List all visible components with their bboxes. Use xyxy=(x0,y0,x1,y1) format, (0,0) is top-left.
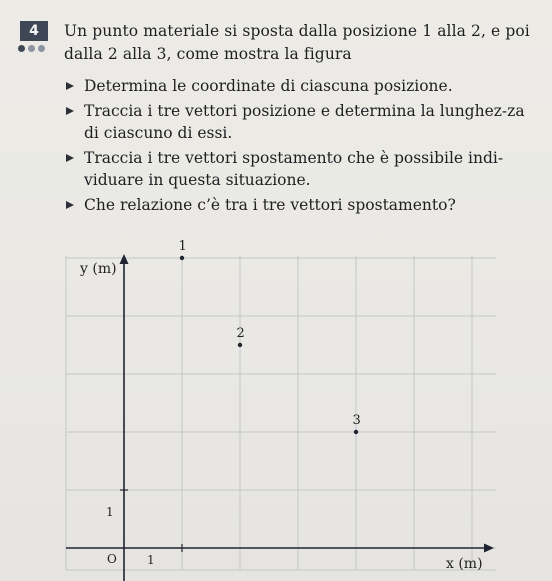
point-label: 2 xyxy=(236,326,245,341)
x-tick-label: 1 xyxy=(147,553,155,567)
point-marker xyxy=(238,343,242,347)
axes xyxy=(66,254,494,581)
exercise-intro: Un punto materiale si sposta dalla posizione 1 alla 2, e poi dalla 2 alla 3, come mostra la figura xyxy=(64,22,530,63)
exercise-number-badge: 4 xyxy=(20,21,48,41)
grid-lines xyxy=(66,256,496,570)
origin-label: O xyxy=(107,552,117,566)
x-axis-arrow-icon xyxy=(484,544,494,553)
position-point-2 xyxy=(237,326,245,347)
point-label: 1 xyxy=(178,239,187,254)
point-marker xyxy=(354,430,358,434)
y-tick-label: 1 xyxy=(106,505,114,519)
position-point-1 xyxy=(179,239,187,260)
task-text: Traccia i tre vettori spostamento che è possibile indi-viduare in questa situazione. xyxy=(84,149,504,189)
point-label: 3 xyxy=(352,413,361,428)
y-axis-arrow-icon xyxy=(120,254,129,264)
point-marker xyxy=(180,256,184,260)
task-text: Che relazione c’è tra i tre vettori spostamento? xyxy=(84,196,456,214)
task-text: Determina le coordinate di ciascuna posizione. xyxy=(84,77,453,95)
task-text: Traccia i tre vettori posizione e determina la lunghez-za di ciascuno di essi. xyxy=(84,102,525,142)
y-axis-label: y (m) xyxy=(80,261,117,277)
x-axis-label: x (m) xyxy=(446,556,483,572)
position-point-3 xyxy=(353,413,361,434)
